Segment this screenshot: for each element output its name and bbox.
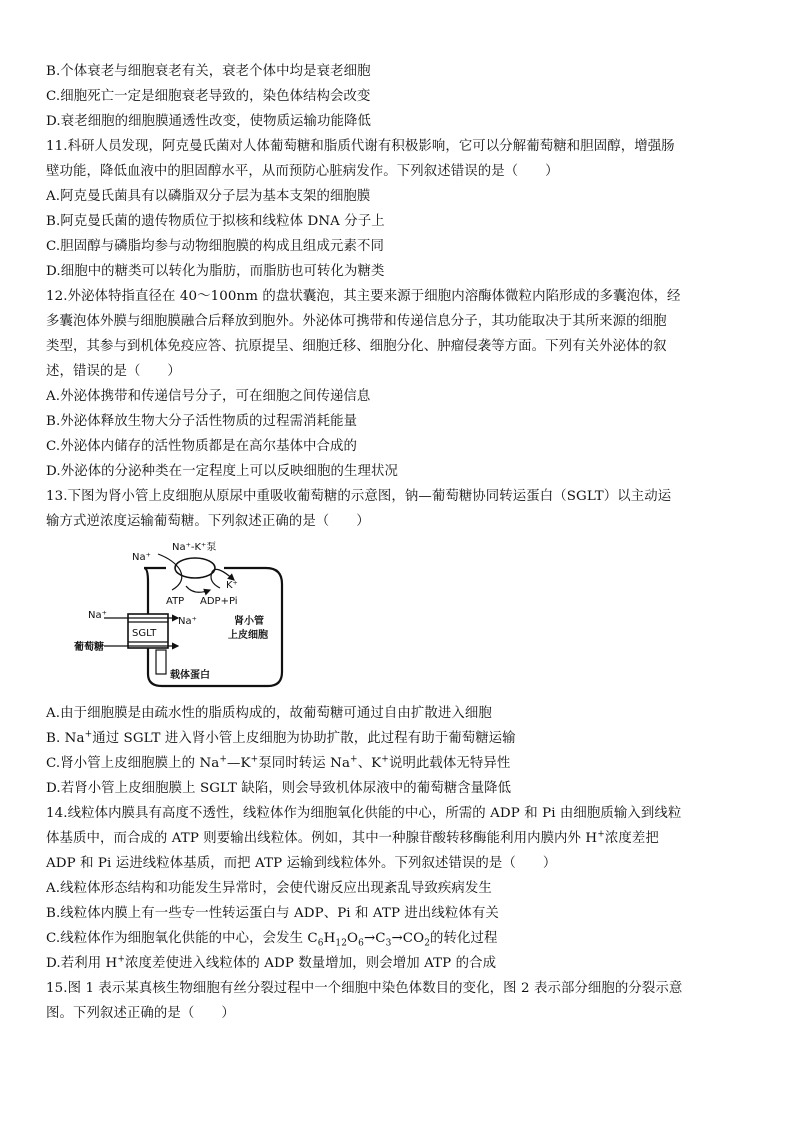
text-line: B.个体衰老与细胞衰老有关，衰老个体中均是衰老细胞 xyxy=(46,64,371,79)
text-line: 输方式逆浓度运输葡萄糖。下列叙述正确的是（ ） xyxy=(46,514,370,529)
text-line: C.细胞死亡一定是细胞衰老导致的，染色体结构会改变 xyxy=(46,89,371,104)
text-line: D.衰老细胞的细胞膜通透性改变，使物质运输功能降低 xyxy=(46,114,371,129)
superscript: + xyxy=(597,829,605,840)
text-line: 壁功能，降低血液中的胆固醇水平，从而预防心脏病发作。下列叙述错误的是（ ） xyxy=(46,164,559,179)
label-pump: Na⁺-K⁺泵 xyxy=(172,542,217,553)
text-line: 多囊泡体外膜与细胞膜融合后释放到胞外。外泌体可携带和传递信息分子，其功能取决于其所来源的细胞 xyxy=(46,314,667,329)
text-line: D.外泌体的分泌种类在一定程度上可以反映细胞的生理状况 xyxy=(46,464,398,479)
option-line: B.线粒体内膜上有一些专一性转运蛋白与 ADP、Pi 和 ATP 进出线粒体有关 xyxy=(46,906,499,921)
option-line xyxy=(46,729,758,749)
subscript: 6 xyxy=(317,938,324,949)
text-line: 图。下列叙述正确的是（ ） xyxy=(46,1006,235,1021)
text-run: B. Na xyxy=(46,731,85,746)
label-na-top: Na⁺ xyxy=(132,552,151,563)
label-na-left: Na⁺ xyxy=(88,610,107,621)
subscript: 6 xyxy=(358,938,364,949)
superscript: + xyxy=(381,754,389,765)
text-run: 体基质中，而合成的 ATP 则要输出线粒体。例如，其中一种腺苷酸转移酶能利用内膜内外 H xyxy=(46,831,598,846)
text-line: 12.外泌体特指直径在 40～100nm 的盘状囊泡，其主要来源于细胞内溶酶体微粒内陷形成的多囊泡体，经 xyxy=(46,289,681,304)
superscript: + xyxy=(219,754,228,765)
text-run: →C xyxy=(363,931,386,946)
label-glucose: 葡萄糖 xyxy=(74,642,104,653)
text-run: O xyxy=(347,931,359,946)
option-line xyxy=(46,754,758,774)
text-run: 浓度差使进入线粒体的 ADP 数量增加，则会增加 ATP 的合成 xyxy=(124,956,497,971)
label-cell-1: 肾小管 xyxy=(234,616,264,627)
label-cell-2: 上皮细胞 xyxy=(228,630,268,641)
text-line: 14.线粒体内膜具有高度不透性，线粒体作为细胞氧化供能的中心，所需的 ADP 和 Pi 由细胞质输入到线粒 xyxy=(46,806,682,821)
label-sglt: SGLT xyxy=(132,628,157,639)
text-line: 13.下图为肾小管上皮细胞从原尿中重吸收葡萄糖的示意图，钠—葡萄糖协同转运蛋白（SGLT）以主动运 xyxy=(46,489,672,504)
sglt-diagram xyxy=(74,538,294,690)
label-carrier: 载体蛋白 xyxy=(170,670,210,681)
text-run: D.若利用 H xyxy=(46,956,118,971)
text-run: 说明此载体无特异性 xyxy=(388,756,511,771)
text-line: B.阿克曼氏菌的遗传物质位于拟核和线粒体 DNA 分子上 xyxy=(46,214,385,229)
superscript: + xyxy=(117,954,125,965)
label-atp: ATP xyxy=(166,596,185,607)
option-line xyxy=(46,954,758,974)
text-run: 通过 SGLT 进入肾小管上皮细胞为协助扩散，此过程有助于葡萄糖运输 xyxy=(92,731,516,746)
text-run: H xyxy=(323,931,336,946)
na-k-pump-shape xyxy=(175,558,215,578)
text-run: →CO xyxy=(391,931,425,946)
superscript: + xyxy=(84,729,93,740)
text-line: B.外泌体释放生物大分子活性物质的过程需消耗能量 xyxy=(46,414,358,429)
text-run: 的转化过程 xyxy=(430,931,498,946)
label-adp: ADP+Pi xyxy=(200,596,238,607)
label-k: K⁺ xyxy=(226,580,238,591)
text-run: 泵同时转运 Na xyxy=(258,756,351,771)
superscript: + xyxy=(350,754,358,765)
text-line: ADP 和 Pi 运进线粒体基质，而把 ATP 运输到线粒体外。下列叙述错误的是（ ） xyxy=(46,856,557,871)
subscript: 2 xyxy=(424,938,431,949)
text-line: C.胆固醇与磷脂均参与动物细胞膜的构成且组成元素不同 xyxy=(46,239,384,254)
text-run: 、K xyxy=(357,756,382,771)
text-run: C.肾小管上皮细胞膜上的 Na xyxy=(46,756,220,771)
option-line xyxy=(46,929,758,949)
option-line: A.线粒体形态结构和功能发生异常时，会使代谢反应出现紊乱导致疾病发生 xyxy=(46,881,492,896)
text-line: 11.科研人员发现，阿克曼氏菌对人体葡萄糖和脂质代谢有积极影响，它可以分解葡萄糖和胆固醇，增强肠 xyxy=(46,139,675,154)
atp-arrow xyxy=(186,586,210,592)
subscript: 12 xyxy=(335,938,348,949)
text-line: C.外泌体内储存的活性物质都是在高尔基体中合成的 xyxy=(46,439,358,454)
text-line: A.阿克曼氏菌具有以磷脂双分子层为基本支架的细胞膜 xyxy=(46,189,371,204)
text-run: C.线粒体作为细胞氧化供能的中心，会发生 C xyxy=(46,931,318,946)
text-run: —K xyxy=(227,756,251,771)
superscript: + xyxy=(250,754,259,765)
text-line: 述，错误的是（ ） xyxy=(46,364,181,379)
option-line: A.由于细胞膜是由疏水性的脂质构成的，故葡萄糖可通过自由扩散进入细胞 xyxy=(46,706,492,721)
text-line: A.外泌体携带和传递信号分子，可在细胞之间传递信息 xyxy=(46,389,371,404)
option-line: D.若肾小管上皮细胞膜上 SGLT 缺陷，则会导致机体尿液中的葡萄糖含量降低 xyxy=(46,781,512,796)
carrier-protein-shape xyxy=(156,650,166,674)
text-line: 15.图 1 表示某真核生物细胞有丝分裂过程中一个细胞中染色体数目的变化，图 2 表示部分细胞的分裂示意 xyxy=(46,981,683,996)
text-run: 浓度差把 xyxy=(604,831,659,846)
text-line: D.细胞中的糖类可以转化为脂肪，而脂肪也可转化为糖类 xyxy=(46,264,385,279)
text-line xyxy=(46,829,758,849)
subscript: 3 xyxy=(385,938,392,949)
text-line: 类型，其参与到机体免疫应答、抗原提呈、细胞迁移、细胞分化、肿瘤侵袭等方面。下列有关外泌体的叙 xyxy=(46,339,667,354)
label-na-in: Na⁺ xyxy=(178,616,197,627)
